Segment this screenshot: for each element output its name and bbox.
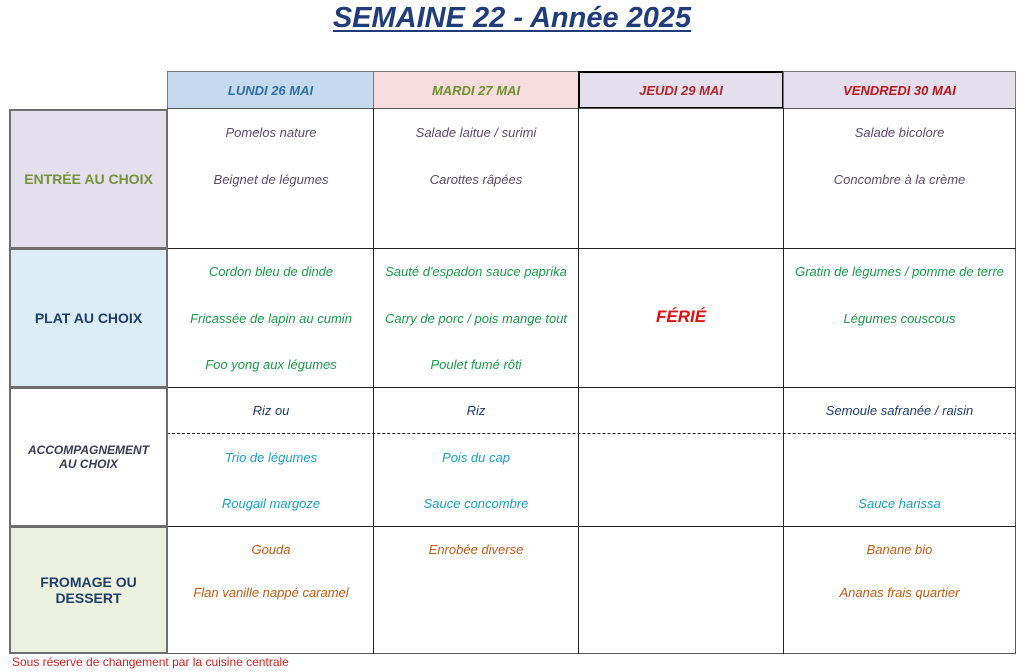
header-jeudi: JEUDI 29 MAI [578, 71, 784, 109]
menu-item: Gouda [251, 542, 291, 557]
menu-item: Pomelos nature [225, 125, 317, 140]
menu-item: Salade bicolore [854, 125, 945, 140]
menu-item: Sauce harissa [858, 496, 941, 511]
row-label-accompagnement [9, 387, 168, 527]
menu-item: Beignet de légumes [213, 172, 329, 187]
header-vendredi: VENDREDI 30 MAI [783, 71, 1016, 109]
row-label-plat [9, 248, 168, 388]
menu-item: Carottes râpées [429, 172, 523, 187]
row-label-entree [9, 109, 168, 249]
menu-item: Enrobée diverse [428, 542, 524, 557]
row-divider [167, 248, 1016, 249]
row-divider [167, 526, 1016, 527]
plat-label: PLAT AU CHOIX [34, 310, 143, 326]
menu-item: Cordon bleu de dinde [208, 264, 334, 279]
menu-item: Ananas frais quartier [839, 585, 960, 600]
header-lundi: LUNDI 26 MAI [167, 71, 374, 109]
menu-item: Rougail margoze [221, 496, 321, 511]
menu-item: Semoule safranée / raisin [825, 403, 974, 418]
dessert-label-line1: FROMAGE OU [40, 574, 137, 590]
dessert-label-line2: DESSERT [55, 590, 122, 606]
row-label-dessert [9, 526, 168, 654]
menu-item: Sauce concombre [423, 496, 529, 511]
menu-item: Pois du cap [442, 450, 510, 465]
accomp-label-line2: AU CHOIX [59, 457, 118, 471]
menu-item: Trio de légumes [224, 450, 318, 465]
menu-grid [167, 108, 1016, 654]
menu-item: Gratin de légumes / pomme de terre [795, 264, 1004, 279]
menu-item: Carry de porc / pois mange tout [384, 311, 568, 326]
menu-item: Fricassée de lapin au cumin [190, 311, 352, 326]
col-divider [783, 108, 784, 654]
entree-label: ENTRÉE AU CHOIX [24, 171, 153, 187]
menu-item: Foo yong aux légumes [205, 357, 337, 372]
dashed-divider [167, 433, 1016, 434]
menu-item: Concombre à la crème [833, 172, 966, 187]
footer-note: Sous réserve de changement par la cuisine centrale [12, 655, 289, 669]
menu-item: Riz ou [252, 403, 290, 418]
header-mardi: MARDI 27 MAI [373, 71, 579, 109]
row-divider [167, 387, 1016, 388]
menu-item: Légumes couscous [843, 311, 956, 326]
menu-item: Banane bio [866, 542, 933, 557]
menu-item: Salade laitue / surimi [415, 125, 537, 140]
col-divider [578, 108, 579, 654]
menu-item: Poulet fumé rôti [430, 357, 522, 372]
col-divider [373, 108, 374, 654]
menu-item: Sauté d'espadon sauce paprika [385, 264, 567, 279]
accomp-label-line1: ACCOMPAGNEMENT [27, 443, 150, 457]
menu-item: Riz [466, 403, 486, 418]
menu-item: Flan vanille nappé caramel [193, 585, 349, 600]
ferie-label: FÉRIÉ [655, 307, 707, 326]
page-title: SEMAINE 22 - Année 2025 [332, 2, 692, 34]
